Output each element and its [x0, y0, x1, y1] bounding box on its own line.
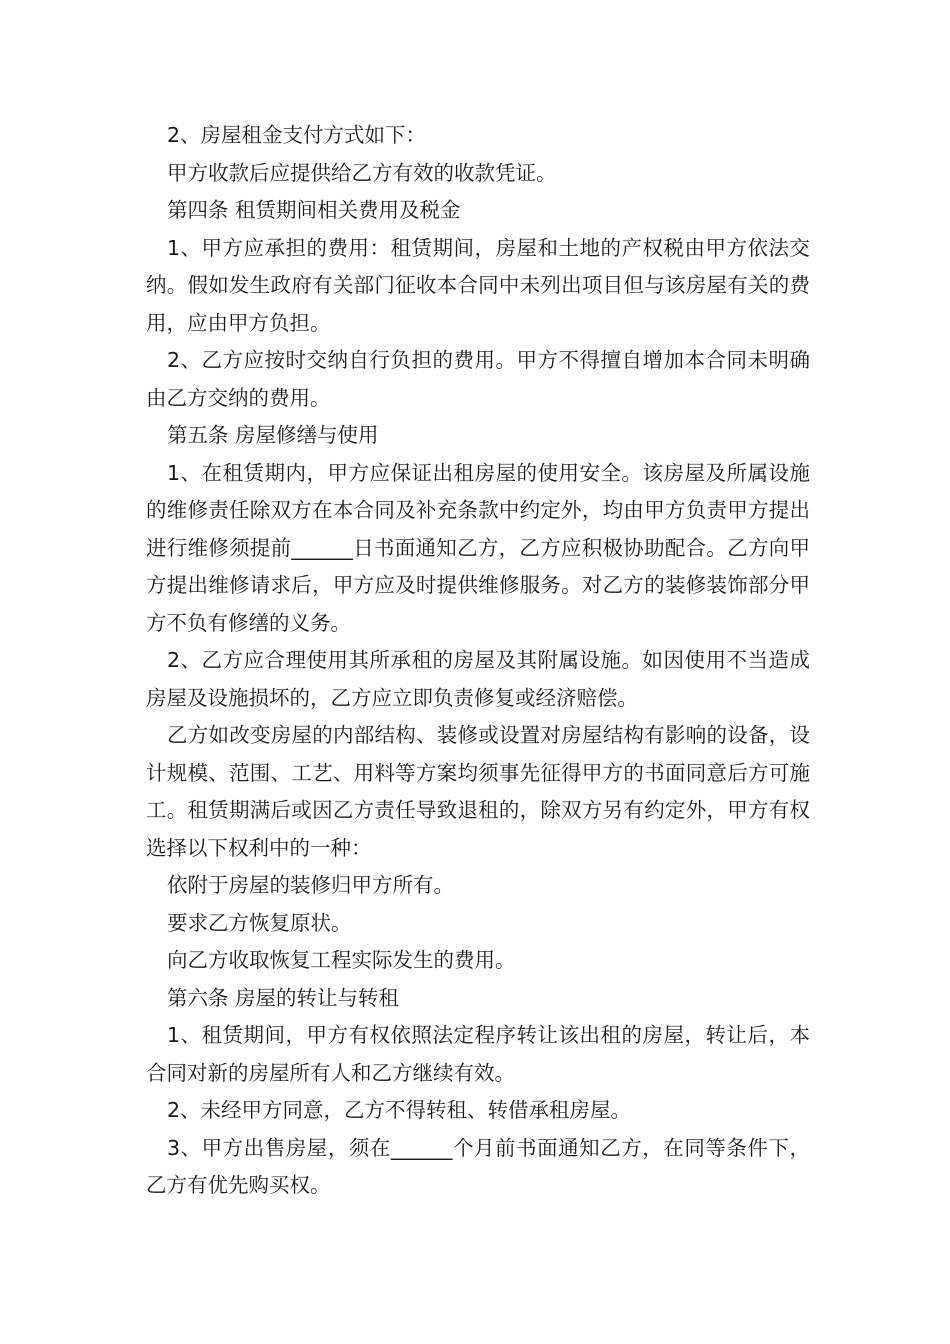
paragraph-receipt: 甲方收款后应提供给乙方有效的收款凭证。	[167, 160, 557, 185]
paragraph-preemption: 3、甲方出售房屋，须在______个月前书面通知乙方，在同等条件下，乙方有优先购买权。	[146, 1135, 810, 1197]
article-four-heading: 第四条 租赁期间相关费用及税金	[167, 198, 461, 222]
paragraph-option-cost: 向乙方收取恢复工程实际发生的费用。	[167, 948, 516, 972]
paragraph-party-b-fees: 2、乙方应按时交纳自行负担的费用。甲方不得擅自增加本合同未明确由乙方交纳的费用。	[146, 348, 810, 410]
article-five-heading: 第五条 房屋修缮与使用	[167, 423, 379, 447]
paragraph-payment-method: 2、房屋租金支付方式如下：	[167, 123, 427, 147]
paragraph-sublease: 2、未经甲方同意，乙方不得转租、转借承租房屋。	[167, 1098, 632, 1122]
paragraph-proper-use: 2、乙方应合理使用其所承租的房屋及其附属设施。如因使用不当造成房屋及设施损坏的，乙方应立即负责修复或经济赔偿。	[146, 648, 810, 710]
paragraph-repair-duty: 1、在租赁期内，甲方应保证出租房屋的使用安全。该房屋及所属设施的维修责任除双方在本合同及补充条款中约定外，均由甲方负责甲方提出进行维修须提前______日书面通知乙方，乙方应积极协助配合。乙方向甲方提出维修请求后，甲方应及时提供维修服务。对乙方的装修装饰部分甲方不负有修缮的义务。	[146, 460, 810, 635]
document-body	[146, 117, 810, 1205]
article-six-heading: 第六条 房屋的转让与转租	[167, 985, 400, 1010]
paragraph-option-ownership: 依附于房屋的装修归甲方所有。	[167, 873, 454, 897]
paragraph-transfer: 1、租赁期间，甲方有权依照法定程序转让该出租的房屋，转让后，本合同对新的房屋所有人和乙方继续有效。	[146, 1023, 810, 1085]
paragraph-structural-change: 乙方如改变房屋的内部结构、装修或设置对房屋结构有影响的设备，设计规模、范围、工艺、用料等方案均须事先征得甲方的书面同意后方可施工。租赁期满后或因乙方责任导致退租的，除双方另有约定外，甲方有权选择以下权利中的一种：	[146, 723, 810, 860]
paragraph-option-restore: 要求乙方恢复原状。	[167, 910, 352, 935]
paragraph-party-a-fees: 1、甲方应承担的费用：租赁期间，房屋和土地的产权税由甲方依法交纳。假如发生政府有关部门征收本合同中未列出项目但与该房屋有关的费用，应由甲方负担。	[146, 235, 810, 335]
